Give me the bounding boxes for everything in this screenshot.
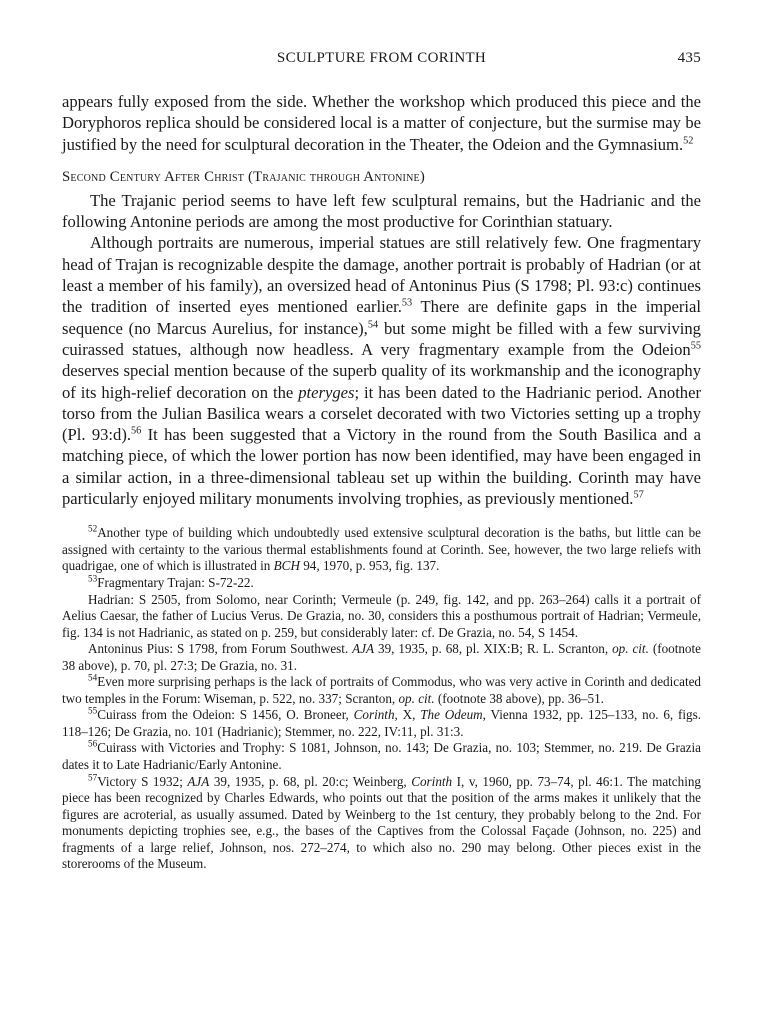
footnote-number: 54 [88, 672, 98, 683]
footnote-53-antoninus [62, 641, 701, 674]
paragraph [62, 232, 701, 509]
footnote-ref: 53 [401, 297, 413, 309]
footnote-56 [62, 740, 701, 773]
footnote-52 [62, 525, 701, 575]
paragraph-text: appears fully exposed from the side. Whether the workshop which produced this piece and the Doryphoros replica should be considered local is a matter of conjecture, but the surmise may be justified by the need for sculptural decoration in the Theater, the Odeion and the Gymnasium. [62, 92, 701, 154]
paragraph-text: ; it has been dated to the Hadrianic period. Another torso from the Julian Basilica wears a corselet decorated with two Victories setting up a trophy (Pl. 93:d). [62, 382, 701, 445]
footnote-number: 53 [88, 573, 98, 584]
page-number: 435 [677, 50, 701, 66]
body-text [62, 91, 701, 509]
italic-citation: AJA [352, 641, 375, 657]
footnote-54 [62, 674, 701, 707]
italic-citation: The Odeum [420, 707, 483, 723]
footnote-55 [62, 707, 701, 740]
footnote-ref: 54 [367, 319, 379, 331]
italic-citation: Corinth [411, 773, 453, 789]
footnote-text: Victory S 1932; [97, 773, 188, 789]
paragraph: The Trajanic period seems to have left few sculptural remains, but the Hadrianic and the following Antonine periods are among the most productive for Corinthian statuary. [62, 190, 701, 232]
italic-term: pteryges [298, 382, 355, 402]
italic-citation: BCH [273, 558, 300, 574]
footnote-text: Antoninus Pius: S 1798, from Forum Southwest. [88, 641, 353, 657]
footnote-text: , X, [394, 707, 421, 723]
section-heading: Second Century After Christ (Trajanic through Antonine) [62, 168, 425, 185]
footnote-ref: 56 [131, 425, 142, 437]
footnote-57 [62, 774, 701, 873]
paragraph [62, 91, 701, 155]
footnote-number: 52 [88, 523, 98, 534]
footnote-number: 55 [88, 705, 98, 716]
footnotes [62, 525, 701, 872]
paragraph-text: It has been suggested that a Victory in the round from the South Basilica and a matching piece, of which the lower portion has now been identified, may have been engaged in a similar action, in a three-dimensional tableau set up within the building. Corinth may have particularly enjoyed military monuments involving trophies, as previously mentioned. [62, 425, 701, 509]
paragraph-text: deserves special mention because of the superb quality of its workmanship and the iconography of its high-relief decoration on the [62, 361, 701, 402]
page [62, 50, 701, 873]
footnote-text: , Vienna 1932, pp. 125–133, no. 6, figs. 118–126; De Grazia, no. 101 (Hadrianic); Stemmer, no. 222, IV:11, pl. 31:3. [62, 707, 701, 739]
footnote-text: 39, 1935, p. 68, pl. XIX:B; R. L. Scranton, [374, 641, 613, 657]
italic-citation: Corinth [353, 707, 395, 723]
footnote-text: Cuirass with Victories and Trophy: S 1081, Johnson, no. 143; De Grazia, no. 103; Stemmer, no. 219. De Grazia dates it to Late Hadrianic/Early Antonine. [62, 740, 701, 772]
footnote-text: (footnote 38 above), p. 70, pl. 27:3; De Grazia, no. 31. [62, 641, 701, 673]
footnote-number: 57 [88, 772, 98, 783]
paragraph-text: There are definite gaps in the imperial sequence (no Marcus Aurelius, for instance), [62, 297, 701, 338]
footnote-text: 94, 1970, p. 953, fig. 137. [299, 558, 440, 574]
footnote-53 [62, 575, 701, 592]
footnote-text: Cuirass from the Odeion: S 1456, O. Broneer, [97, 707, 354, 723]
footnote-text: I, v, 1960, pp. 73–74, pl. 46:1. The matching piece has been recognized by Charles Edwards, who points out that the position of the arms makes it unlikely that the figures are acroterial, as usually assumed. Dated by Weinberg to the 1st century, they probably belong to the 2nd. For monuments depicting trophies see, e.g., the bases of the Captives from the Colossal Façade (Johnson, no. 225) and fragments of a large relief, Johnson, nos. 272–274, to which also no. 290 may belong. Other pieces exist in the storerooms of the Museum. [62, 773, 701, 872]
footnote-text: Another type of building which undoubtedly used extensive sculptural decoration is the baths, but little can be assigned with certainty to the various thermal establishments found at Corinth. See, however, the two large reliefs with quadrigae, one of which is illustrated in [62, 525, 701, 574]
italic-citation: AJA [187, 773, 210, 789]
footnote-text: (footnote 38 above), pp. 36–51. [434, 690, 604, 706]
running-title: SCULPTURE FROM CORINTH [276, 50, 487, 66]
footnote-text: Fragmentary Trajan: S-72-22. [97, 574, 254, 590]
footnote-text: 39, 1935, p. 68, pl. 20:c; Weinberg, [209, 773, 412, 789]
footnote-number: 56 [88, 739, 98, 750]
footnote-ref: 52 [683, 135, 694, 147]
paragraph-text: Although portraits are numerous, imperial statues are still relatively few. One fragmentary head of Trajan is recognizable despite the damage, another portrait is probably of Hadrian (or at least a member of his family), an oversized head of Antoninus Pius (S 1798; Pl. 93:c) continues the tradition of inserted eyes mentioned earlier. [62, 233, 701, 317]
paragraph-text: but some might be filled with a few surviving cuirassed statues, although now headless. A very fragmentary example from the Odeion [62, 318, 701, 359]
running-head [62, 50, 701, 70]
footnote-ref: 55 [690, 340, 701, 352]
footnote-text: Even more surprising perhaps is the lack of portraits of Commodus, who was very active in Corinth and dedicated two temples in the Forum: Wiseman, p. 522, no. 337; Scranton, [62, 674, 701, 706]
italic-citation: op. cit. [398, 690, 435, 706]
footnote-ref: 57 [633, 489, 644, 501]
footnote-53-hadrian: Hadrian: S 2505, from Solomo, near Corinth; Vermeule (p. 249, fig. 142, and pp. 263–264) calls it a portrait of Aelius Caesar, the father of Lucius Verus. De Grazia, no. 30, considers this a posthumous portrait of Hadrian; Vermeule, fig. 134 is not Hadrianic, as stated on p. 259, but considerably later: cf. De Grazia, no. 54, S 1454. [62, 591, 701, 640]
italic-citation: op. cit. [612, 641, 649, 657]
